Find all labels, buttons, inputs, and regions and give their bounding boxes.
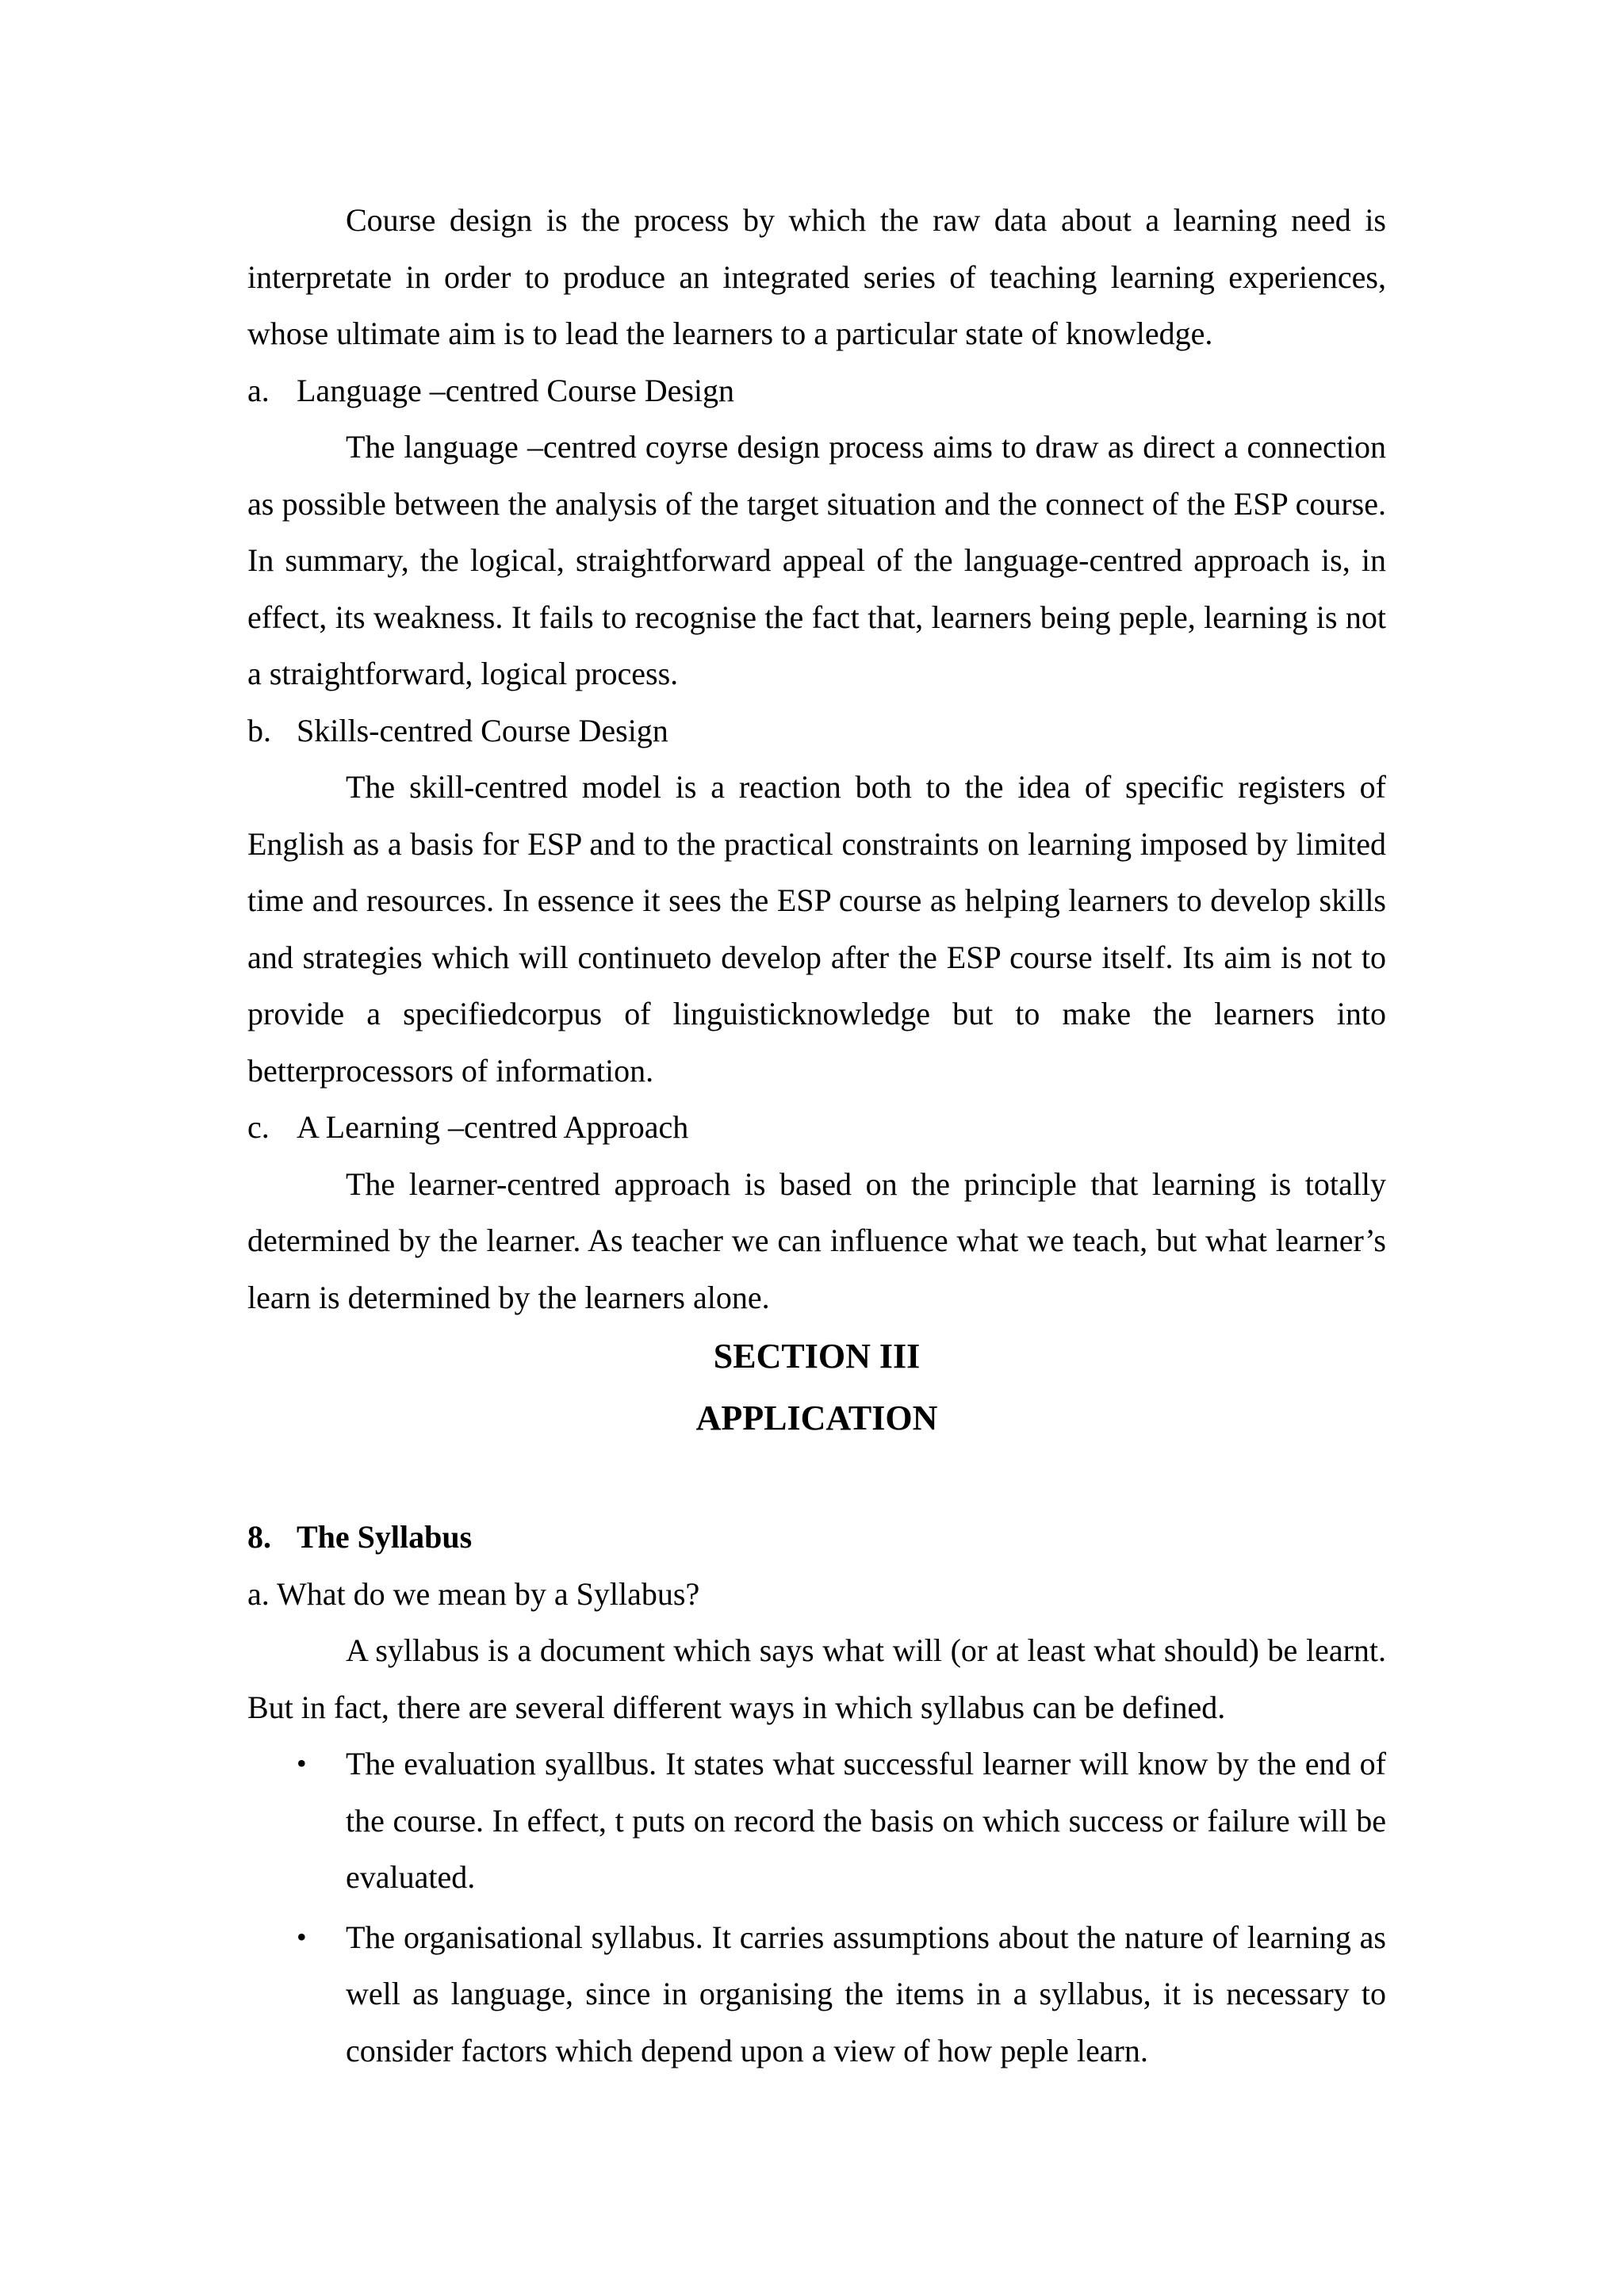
bullet-symbol: • bbox=[297, 1747, 307, 1779]
intro-paragraph: Course design is the process by which the raw data about a learning need is interpretate in order to produce an integrated series of teaching learning experiences, whose ultimate aim is to lead the learners to a particular state of knowledge. bbox=[247, 202, 1386, 351]
item-a-title: Language –centred Course Design bbox=[297, 372, 735, 408]
item-b-heading bbox=[247, 702, 1386, 760]
item-b-body: The skill-centred model is a reaction both to the idea of specific registers of English as a basis for ESP and to the practical constraints on learning imposed by limited time and resources. In essence it sees the ESP course as helping learners to develop skills and strategies which will continueto develop after the ESP course itself. Its aim is not to provide a specifiedcorpus of linguisticknowledge but to make the learners into betterprocessors of information. bbox=[247, 769, 1386, 1089]
item-a-marker: a. bbox=[247, 372, 270, 408]
item-b-marker: b. bbox=[247, 712, 271, 748]
item-a-heading bbox=[247, 362, 1386, 419]
syllabus-title: The Syllabus bbox=[297, 1519, 473, 1555]
item-c-marker: c. bbox=[247, 1109, 270, 1145]
item-c-heading bbox=[247, 1099, 1386, 1156]
section-subheading: APPLICATION bbox=[695, 1399, 938, 1437]
section-heading: SECTION III bbox=[713, 1337, 921, 1376]
document-page bbox=[247, 192, 1386, 2082]
item-c-body: The learner-centred approach is based on the principle that learning is totally determined by the learner. As teacher we can influence what we teach, but what learner’s learn is determined by the learners alone. bbox=[247, 1165, 1386, 1315]
bullet-symbol: • bbox=[297, 1920, 307, 1953]
item-b-title: Skills-centred Course Design bbox=[297, 712, 668, 748]
syllabus-definition: A syllabus is a document which says what will (or at least what should) be learnt. But in fact, there are several different ways in which syllabus can be defined. bbox=[247, 1632, 1386, 1725]
bullet-item bbox=[297, 1735, 1386, 1906]
bullet-text: The organisational syllabus. It carries assumptions about the nature of learning as well as language, since in organising the items in a syllabus, it is necessary to consider factors which depend upon a view of how peple learn. bbox=[346, 1919, 1386, 2068]
syllabus-bullet-list bbox=[247, 1735, 1386, 2079]
syllabus-heading bbox=[247, 1509, 1386, 1566]
bullet-text: The evaluation syallbus. It states what successful learner will know by the end of the course. In effect, t puts on record the basis on which success or failure will be evaluated. bbox=[346, 1746, 1386, 1895]
syllabus-number: 8. bbox=[247, 1519, 271, 1555]
item-a-body: The language –centred coyrse design process aims to draw as direct a connection as possible between the analysis of the target situation and the connect of the ESP course. In summary, the logical, straightforward appeal of the language-centred approach is, in effect, its weakness. It fails to recognise the fact that, learners being peple, learning is not a straightforward, logical process. bbox=[247, 429, 1386, 691]
item-c-title: A Learning –centred Approach bbox=[297, 1109, 689, 1145]
bullet-item bbox=[297, 1909, 1386, 2080]
syllabus-question: a. What do we mean by a Syllabus? bbox=[247, 1575, 700, 1612]
